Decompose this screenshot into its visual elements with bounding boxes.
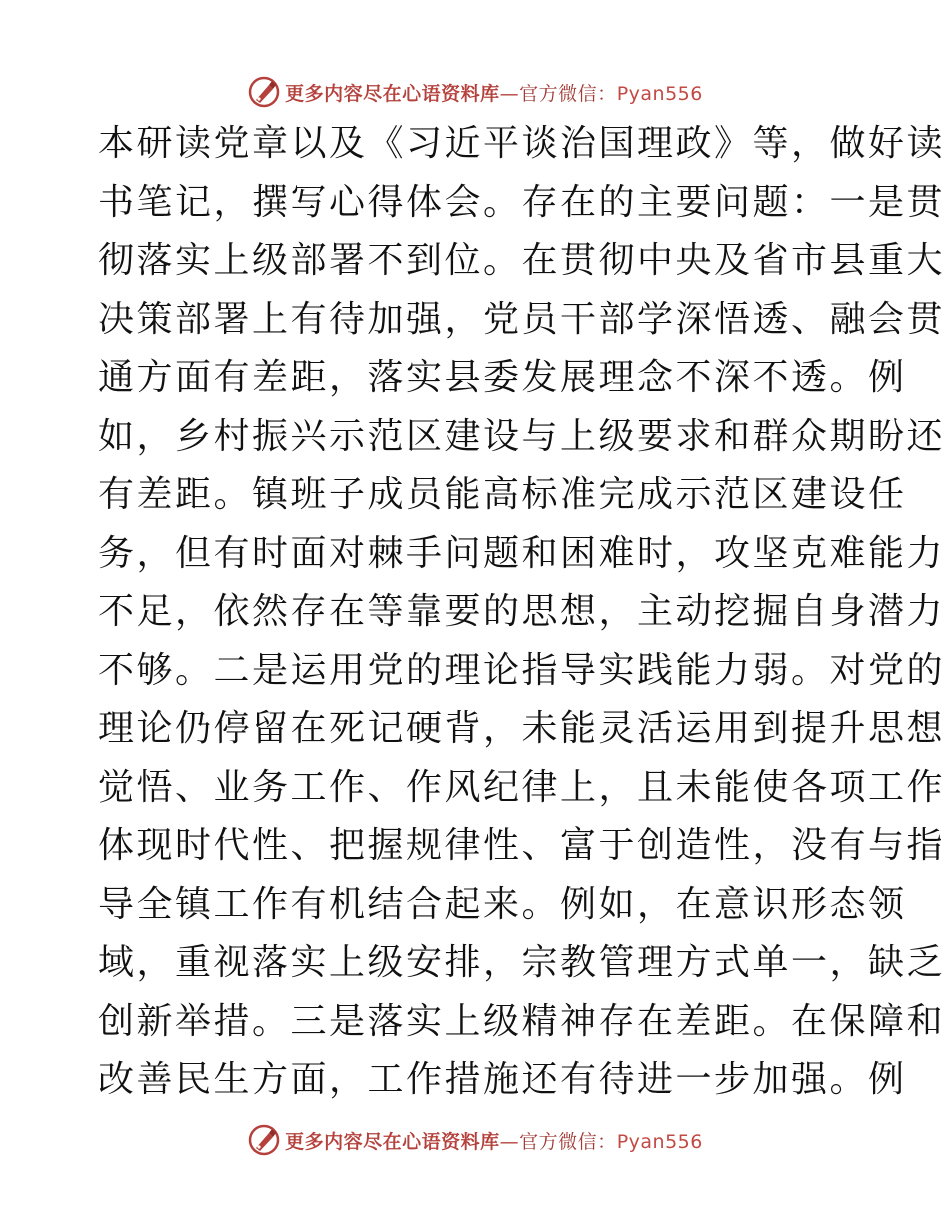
header-separator: —: [499, 82, 520, 105]
header-account: Pyan556: [616, 82, 703, 105]
body-line: 不足，依然存在等靠要的思想，主动挖掘自身潜力: [98, 591, 946, 632]
body-line: 理论仍停留在死记硬背，未能灵活运用到提升思想: [98, 708, 946, 749]
body-line: 导全镇工作有机结合起来。例如，在意识形态领: [98, 883, 907, 925]
body-line: 通方面有差距，落实县委发展理念不深不透。例: [98, 357, 907, 398]
pen-logo-icon: [247, 75, 281, 109]
document-body: [98, 115, 946, 1110]
header-banner-text: [285, 79, 703, 106]
body-line: 觉悟、业务工作、作风纪律上，且未能使各项工作: [98, 766, 946, 808]
footer-main-text: 更多内容尽在心语资料库: [285, 1130, 500, 1153]
body-line: 创新举措。三是落实上级精神存在差距。在保障和: [98, 1000, 946, 1042]
footer-official-label: 官方微信：: [519, 1130, 617, 1153]
body-line: 书笔记，撰写心得体会。存在的主要问题：一是贯: [98, 181, 946, 223]
footer-banner: [0, 1120, 950, 1160]
body-line: 决策部署上有待加强，党员干部学深悟透、融会贯: [98, 298, 946, 340]
header-banner: [0, 72, 950, 112]
body-line: 如，乡村振兴示范区建设与上级要求和群众期盼还: [98, 415, 946, 457]
body-line: 体现时代性、把握规律性、富于创造性，没有与指: [98, 825, 946, 866]
pen-logo-icon: [247, 1123, 281, 1157]
body-line: 改善民生方面，工作措施还有待进一步加强。例: [98, 1059, 907, 1100]
footer-banner-text: [285, 1127, 703, 1154]
header-main-text: 更多内容尽在心语资料库: [285, 82, 500, 105]
body-line: 不够。二是运用党的理论指导实践能力弱。对党的: [98, 649, 946, 691]
body-line: 本研读党章以及《习近平谈治国理政》等，做好读: [98, 123, 946, 164]
body-line: 域，重视落实上级安排，宗教管理方式单一，缺乏: [98, 942, 946, 983]
body-line: 务，但有时面对棘手问题和困难时，攻坚克难能力: [98, 532, 946, 574]
body-line: 彻落实上级部署不到位。在贯彻中央及省市县重大: [98, 240, 946, 281]
footer-separator: —: [499, 1130, 520, 1153]
footer-account: Pyan556: [616, 1130, 703, 1153]
header-official-label: 官方微信：: [519, 82, 617, 105]
body-line: 有差距。镇班子成员能高标准完成示范区建设任: [98, 474, 907, 515]
